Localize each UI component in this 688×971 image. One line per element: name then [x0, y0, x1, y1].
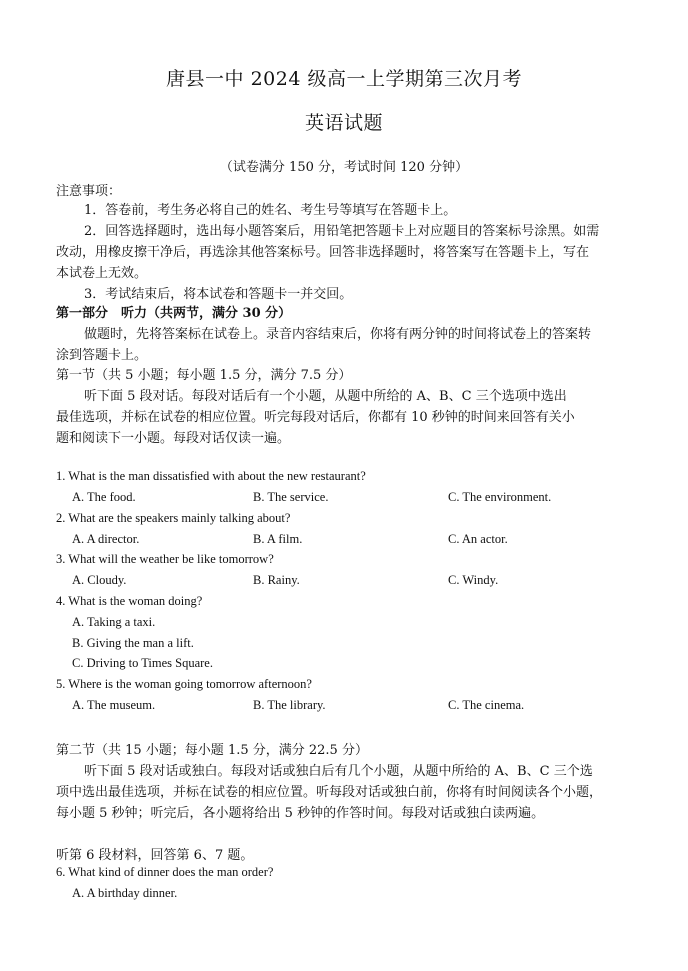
exam-info: （试卷满分 150 分，考试时间 120 分钟） [219, 160, 469, 175]
section2-instr-line-1: 听下面 5 段对话或独白。每段对话或独白后有几个小题，从题中所给的 A、B、C 三个选 [84, 764, 593, 779]
q4-option-a: A. Taking a taxi. [72, 615, 156, 629]
question-4: 4. What is the woman doing? [56, 594, 203, 608]
q5-option-b: B. The library. [253, 698, 326, 712]
question-5: 5. Where is the woman going tomorrow afternoon? [56, 677, 312, 691]
note-1: 1．答卷前，考生务必将自己的姓名、考生号等填写在答题卡上。 [84, 203, 457, 218]
q5-option-c: C. The cinema. [448, 698, 525, 712]
section2-instr-line-2: 项中选出最佳选项，并标在试卷的相应位置。听每段对话或独白前，你将有时间阅读各个小题， [56, 785, 603, 800]
exam-subtitle: 英语试题 [304, 112, 383, 134]
q4-option-b: B. Giving the man a lift. [72, 636, 194, 650]
q2-option-a: A. A director. [72, 532, 140, 546]
note-2-line-3: 本试卷上无效。 [56, 266, 148, 281]
part1-heading: 第一部分 听力（共两节，满分 30 分） [56, 306, 292, 321]
q3-option-c: C. Windy. [448, 573, 499, 587]
note-3: 3．考试结束后，将本试卷和答题卡一并交回。 [84, 287, 353, 302]
q1-option-c: C. The environment. [448, 490, 552, 504]
part1-intro-line-2: 涂到答题卡上。 [56, 348, 148, 363]
question-1: 1. What is the man dissatisfied with about the new restaurant? [56, 469, 366, 483]
part1-intro-line-1: 做题时，先将答案标在试卷上。录音内容结束后，你将有两分钟的时间将试卷上的答案转 [84, 327, 592, 342]
material-6-label: 听第 6 段材料，回答第 6、7 题。 [56, 848, 254, 863]
section1-instr-line-1: 听下面 5 段对话。每段对话后有一个小题，从题中所给的 A、B、C 三个选项中选出 [84, 389, 567, 404]
q6-option-a: A. A birthday dinner. [72, 886, 178, 900]
note-2-line-2: 改动，用橡皮擦干净后，再选涂其他答案标号。回答非选择题时，将答案写在答题卡上，写在 [56, 245, 590, 260]
notes-heading: 注意事项： [56, 184, 122, 199]
section1-instr-line-2: 最佳选项，并标在试卷的相应位置。听完每段对话后，你都有 10 秒钟的时间来回答有关小 [56, 410, 575, 425]
note-2-line-1: 2．回答选择题时，选出每小题答案后，用铅笔把答题卡上对应题目的答案标号涂黑。如需 [84, 224, 600, 239]
section1-heading: 第一节（共 5 小题；每小题 1.5 分，满分 7.5 分） [56, 368, 352, 383]
question-3: 3. What will the weather be like tomorrow? [56, 552, 274, 566]
question-6: 6. What kind of dinner does the man order? [56, 865, 274, 879]
q5-option-a: A. The museum. [72, 698, 156, 712]
section2-heading: 第二节（共 15 小题；每小题 1.5 分，满分 22.5 分） [56, 743, 368, 758]
q3-option-a: A. Cloudy. [72, 573, 127, 587]
q2-option-b: B. A film. [253, 532, 303, 546]
exam-title: 唐县一中 2024 级高一上学期第三次月考 [166, 68, 522, 90]
q1-option-b: B. The service. [253, 490, 329, 504]
question-2: 2. What are the speakers mainly talking about? [56, 511, 291, 525]
q3-option-b: B. Rainy. [253, 573, 300, 587]
q2-option-c: C. An actor. [448, 532, 508, 546]
section2-instr-line-3: 每小题 5 秒钟；听完后，各小题将给出 5 秒钟的作答时间。每段对话或独白读两遍。 [56, 806, 545, 821]
q1-option-a: A. The food. [72, 490, 136, 504]
section1-instr-line-3: 题和阅读下一小题。每段对话仅读一遍。 [56, 431, 291, 446]
q4-option-c: C. Driving to Times Square. [72, 656, 213, 670]
